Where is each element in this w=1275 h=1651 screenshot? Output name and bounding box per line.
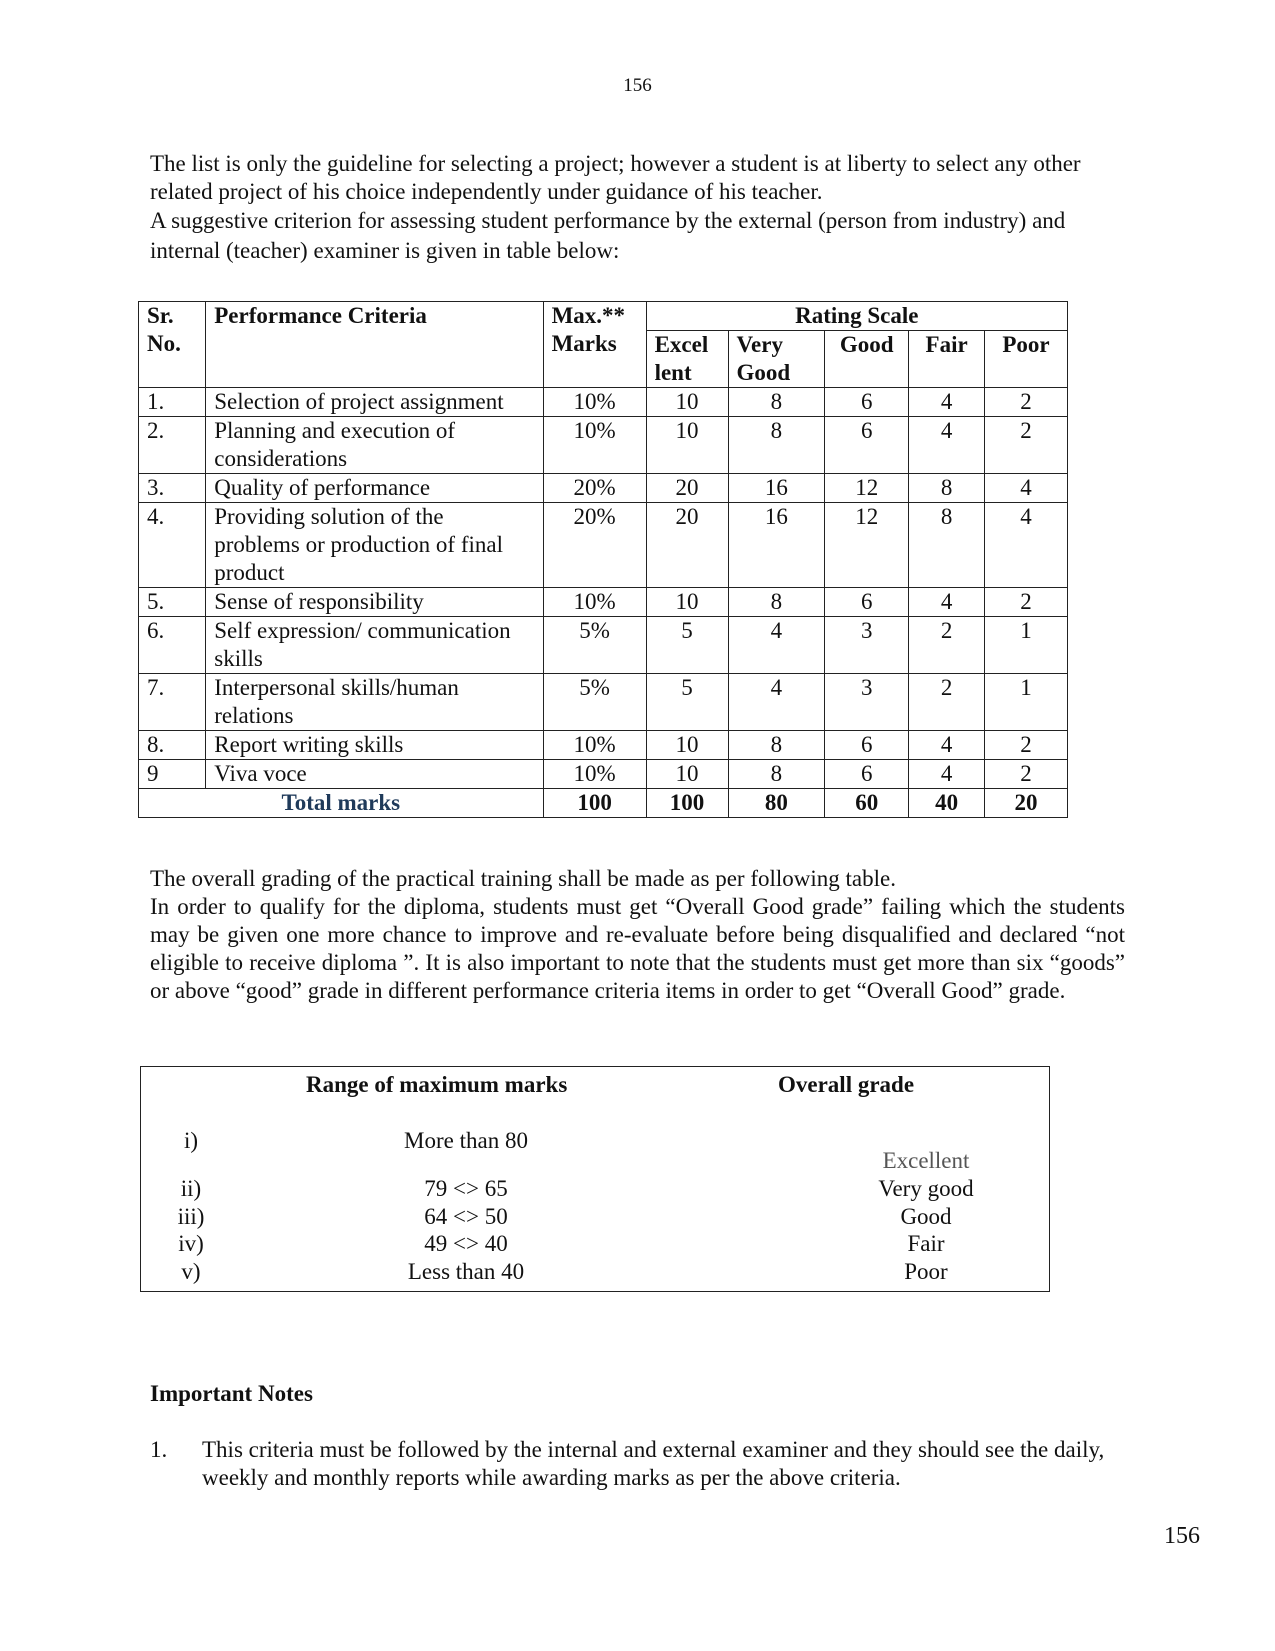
- header-performance-criteria: Performance Criteria: [206, 302, 543, 388]
- sr-cell: 6.: [139, 617, 206, 674]
- excellent-cell: 10: [646, 760, 728, 789]
- good-cell: 6: [825, 417, 909, 474]
- grading-line-1: The overall grading of the practical training shall be made as per following table.: [150, 866, 896, 891]
- grade-value: Poor: [904, 1259, 948, 1284]
- fair-cell: 4: [909, 588, 985, 617]
- poor-cell: 4: [984, 474, 1067, 503]
- performance-criteria-table: [138, 301, 1068, 818]
- criteria-cell: Report writing skills: [206, 731, 543, 760]
- table-row: [139, 760, 1068, 789]
- poor-cell: 4: [984, 503, 1067, 588]
- grade-roman: i): [183, 1128, 199, 1153]
- max-cell: 20%: [543, 474, 646, 503]
- page-number-top: 156: [623, 75, 652, 96]
- good-cell: 6: [825, 760, 909, 789]
- grade-value: Excellent: [882, 1148, 970, 1173]
- grade-value: Fair: [907, 1231, 945, 1256]
- total-excellent-cell: 100: [646, 789, 728, 818]
- table-row: [139, 617, 1068, 674]
- criteria-cell: Planning and execution of considerations: [206, 417, 543, 474]
- grade-range: 79 <> 65: [424, 1176, 508, 1201]
- table-row: [139, 503, 1068, 588]
- very-good-cell: 8: [728, 731, 825, 760]
- table-header-row: [139, 302, 1068, 331]
- sr-cell: 5.: [139, 588, 206, 617]
- max-cell: 10%: [543, 760, 646, 789]
- very-good-cell: 4: [728, 617, 825, 674]
- good-cell: 6: [825, 731, 909, 760]
- total-good-cell: 60: [825, 789, 909, 818]
- grade-range: 49 <> 40: [424, 1231, 508, 1256]
- table-row: [139, 474, 1068, 503]
- note-number: 1.: [150, 1437, 168, 1462]
- fair-cell: 4: [909, 388, 985, 417]
- poor-cell: 2: [984, 388, 1067, 417]
- intro-line-2: A suggestive criterion for assessing student performance by the external (person from industry) and internal (teacher) examiner is given in table below:: [150, 208, 1066, 263]
- excellent-cell: 10: [646, 731, 728, 760]
- header-max-marks: Max.** Marks: [543, 302, 646, 388]
- grade-range: More than 80: [404, 1128, 528, 1153]
- very-good-cell: 4: [728, 674, 825, 731]
- very-good-cell: 8: [728, 760, 825, 789]
- good-cell: 12: [825, 503, 909, 588]
- excellent-cell: 20: [646, 474, 728, 503]
- sr-cell: 8.: [139, 731, 206, 760]
- fair-cell: 4: [909, 417, 985, 474]
- max-cell: 10%: [543, 588, 646, 617]
- grade-roman: iii): [177, 1204, 205, 1229]
- fair-cell: 2: [909, 617, 985, 674]
- max-cell: 20%: [543, 503, 646, 588]
- important-notes-title: Important Notes: [150, 1381, 313, 1406]
- max-cell: 10%: [543, 417, 646, 474]
- header-range-of-maximum-marks: Range of maximum marks: [306, 1072, 568, 1097]
- poor-cell: 1: [984, 674, 1067, 731]
- total-very-good-cell: 80: [728, 789, 825, 818]
- criteria-cell: Quality of performance: [206, 474, 543, 503]
- note-text: This criteria must be followed by the internal and external examiner and they should see the daily, weekly and monthly reports while awarding marks as per the above criteria.: [202, 1437, 1105, 1490]
- excellent-cell: 10: [646, 388, 728, 417]
- note-item: [150, 1436, 1125, 1492]
- sr-cell: 7.: [139, 674, 206, 731]
- fair-cell: 4: [909, 731, 985, 760]
- total-fair-cell: 40: [909, 789, 985, 818]
- good-cell: 12: [825, 474, 909, 503]
- grade-roman: iv): [178, 1231, 204, 1256]
- fair-cell: 8: [909, 503, 985, 588]
- page-number-bottom: 156: [1164, 1523, 1200, 1549]
- grading-line-2: In order to qualify for the diploma, students must get “Overall Good grade” failing which the students may be given one more chance to improve and re-evaluate before being disqualified and declared “not eligible to receive diploma ”. It is also important to note that the students must get more than six “goods” or above “good” grade in different performance criteria items in order to get “Overall Good” grade.: [150, 894, 1125, 1003]
- sr-cell: 2.: [139, 417, 206, 474]
- very-good-cell: 16: [728, 503, 825, 588]
- criteria-cell: Providing solution of the problems or production of final product: [206, 503, 543, 588]
- table-row: [139, 388, 1068, 417]
- criteria-cell: Interpersonal skills/human relations: [206, 674, 543, 731]
- excellent-cell: 20: [646, 503, 728, 588]
- table-row: [139, 417, 1068, 474]
- very-good-cell: 8: [728, 388, 825, 417]
- sr-cell: 1.: [139, 388, 206, 417]
- intro-text: [150, 150, 1125, 266]
- very-good-cell: 16: [728, 474, 825, 503]
- excellent-cell: 10: [646, 417, 728, 474]
- criteria-cell: Viva voce: [206, 760, 543, 789]
- sr-cell: 4.: [139, 503, 206, 588]
- header-good: Good: [825, 331, 909, 388]
- header-poor: Poor: [984, 331, 1067, 388]
- grade-value: Very good: [878, 1176, 974, 1201]
- header-overall-grade: Overall grade: [778, 1072, 915, 1097]
- max-cell: 5%: [543, 617, 646, 674]
- header-rating-scale: Rating Scale: [646, 302, 1067, 331]
- total-label: Total marks: [139, 789, 544, 818]
- criteria-cell: Sense of responsibility: [206, 588, 543, 617]
- total-max-cell: 100: [543, 789, 646, 818]
- header-fair: Fair: [909, 331, 985, 388]
- fair-cell: 4: [909, 760, 985, 789]
- sr-cell: 9: [139, 760, 206, 789]
- poor-cell: 2: [984, 417, 1067, 474]
- total-poor-cell: 20: [984, 789, 1067, 818]
- grade-roman: ii): [180, 1176, 202, 1201]
- criteria-cell: Selection of project assignment: [206, 388, 543, 417]
- fair-cell: 2: [909, 674, 985, 731]
- max-cell: 10%: [543, 731, 646, 760]
- max-cell: 5%: [543, 674, 646, 731]
- good-cell: 6: [825, 588, 909, 617]
- good-cell: 3: [825, 674, 909, 731]
- excellent-cell: 10: [646, 588, 728, 617]
- fair-cell: 8: [909, 474, 985, 503]
- excellent-cell: 5: [646, 674, 728, 731]
- grade-range: Less than 40: [407, 1259, 525, 1284]
- intro-line-1: The list is only the guideline for selecting a project; however a student is at liberty to select any other related project of his choice independently under guidance of his teacher.: [150, 151, 1081, 204]
- sr-cell: 3.: [139, 474, 206, 503]
- very-good-cell: 8: [728, 588, 825, 617]
- good-cell: 6: [825, 388, 909, 417]
- good-cell: 3: [825, 617, 909, 674]
- table-row: [139, 588, 1068, 617]
- grade-roman: v): [181, 1259, 201, 1284]
- header-sr-no: Sr. No.: [139, 302, 206, 388]
- poor-cell: 2: [984, 731, 1067, 760]
- grade-value: Good: [900, 1204, 952, 1229]
- criteria-cell: Self expression/ communication skills: [206, 617, 543, 674]
- overall-grade-table: [140, 1066, 1050, 1292]
- grade-range: 64 <> 50: [424, 1204, 508, 1229]
- very-good-cell: 8: [728, 417, 825, 474]
- poor-cell: 1: [984, 617, 1067, 674]
- table-row: [139, 731, 1068, 760]
- header-very-good: Very Good: [728, 331, 825, 388]
- total-row: [139, 789, 1068, 818]
- poor-cell: 2: [984, 588, 1067, 617]
- header-excellent: Excel lent: [646, 331, 728, 388]
- table-row: [139, 674, 1068, 731]
- max-cell: 10%: [543, 388, 646, 417]
- grading-text: [150, 865, 1125, 1005]
- excellent-cell: 5: [646, 617, 728, 674]
- poor-cell: 2: [984, 760, 1067, 789]
